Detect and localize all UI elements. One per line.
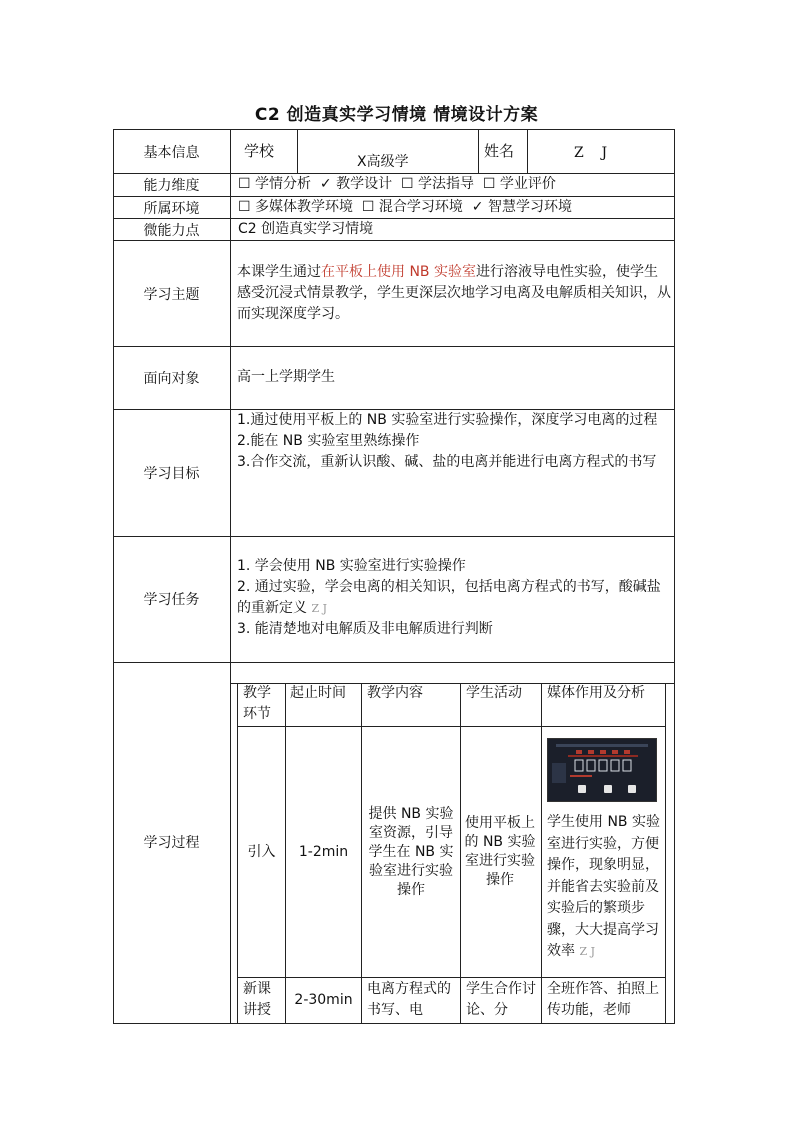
theme-text-b: 进行溶液导电性实验，使学生感受沉浸式情景教学，学生更深层次地学习电离及电解质相关知识，从而实现深度学习。 bbox=[237, 264, 671, 322]
theme-label: 学习主题 bbox=[143, 287, 200, 303]
row2-activity: 学生合作讨论、分 bbox=[466, 981, 536, 1018]
tasks-text bbox=[237, 556, 671, 640]
nb-lab-screenshot-image bbox=[547, 738, 657, 802]
goal-2: 2.能在 NB 实验室里熟练操作 bbox=[237, 433, 420, 449]
environment-label: 所属环境 bbox=[143, 201, 200, 217]
watermark-mark-2: Z J bbox=[579, 945, 596, 958]
ability-options: ☐ 学情分析 ✓ 教学设计 ☐ 学法指导 ☐ 学业评价 bbox=[238, 176, 556, 192]
basic-info-label: 基本信息 bbox=[143, 145, 200, 161]
theme-text-a: 本课学生通过 bbox=[237, 264, 321, 280]
header-content: 教学内容 bbox=[367, 685, 423, 701]
theme-text-highlight: 在平板上使用 NB 实验室 bbox=[321, 264, 476, 280]
environment-options: ☐ 多媒体教学环境 ☐ 混合学习环境 ✓ 智慧学习环境 bbox=[238, 199, 572, 215]
task-3: 3. 能清楚地对电解质及非电解质进行判断 bbox=[237, 621, 493, 637]
tasks-label: 学习任务 bbox=[143, 592, 200, 608]
row2-stage: 新课讲授 bbox=[243, 981, 271, 1018]
header-activity: 学生活动 bbox=[466, 685, 522, 701]
row2-content: 电离方程式的书写、电 bbox=[367, 981, 451, 1018]
name-label: 姓名 bbox=[484, 142, 515, 160]
row1-activity: 使用平板上的 NB 实验室进行实验操作 bbox=[464, 815, 536, 888]
micro-ability-label: 微能力点 bbox=[143, 223, 200, 239]
watermark-mark: Z J bbox=[311, 602, 328, 615]
document-title: C2 创造真实学习情境 情境设计方案 bbox=[254, 105, 539, 125]
header-time: 起止时间 bbox=[290, 685, 346, 701]
goals-label: 学习目标 bbox=[143, 466, 200, 482]
header-media: 媒体作用及分析 bbox=[547, 685, 645, 701]
task-1: 1. 学会使用 NB 实验室进行实验操作 bbox=[237, 558, 466, 574]
school-value: X高级学 bbox=[357, 154, 409, 170]
goal-1: 1.通过使用平板上的 NB 实验室进行实验操作，深度学习电离的过程 bbox=[237, 412, 658, 428]
row2-media: 全班作答、拍照上传功能，老师 bbox=[547, 981, 659, 1018]
row1-time: 1-2min bbox=[298, 843, 349, 860]
process-label: 学习过程 bbox=[143, 835, 200, 851]
header-stage: 教学环节 bbox=[243, 685, 271, 722]
row1-stage: 引入 bbox=[247, 843, 276, 860]
ability-label: 能力维度 bbox=[143, 178, 200, 194]
task-2: 2. 通过实验，学会电离的相关知识，包括电离方程式的书写，酸碱盐的重新定义 Z J bbox=[237, 579, 661, 616]
goal-3: 3.合作交流，重新认识酸、碱、盐的电离并能进行电离方程式的书写 bbox=[237, 454, 657, 470]
theme-text bbox=[237, 262, 671, 325]
row1-content: 提供 NB 实验室资源，引导学生在 NB 实验室进行实验操作 bbox=[368, 805, 454, 898]
micro-ability-value: C2 创造真实学习情境 bbox=[238, 221, 374, 237]
audience-label: 面向对象 bbox=[143, 371, 200, 387]
school-label: 学校 bbox=[244, 142, 275, 160]
audience-value: 高一上学期学生 bbox=[237, 369, 335, 385]
name-value: Z J bbox=[574, 145, 608, 161]
goals-text bbox=[237, 410, 671, 473]
row1-media: 学生使用 NB 实验室进行实验，方便操作，现象明显，并能省去实验前及实验后的繁琐步骤，大大提高学习效率 Z J bbox=[547, 814, 660, 959]
row2-time: 2-30min bbox=[294, 991, 353, 1008]
